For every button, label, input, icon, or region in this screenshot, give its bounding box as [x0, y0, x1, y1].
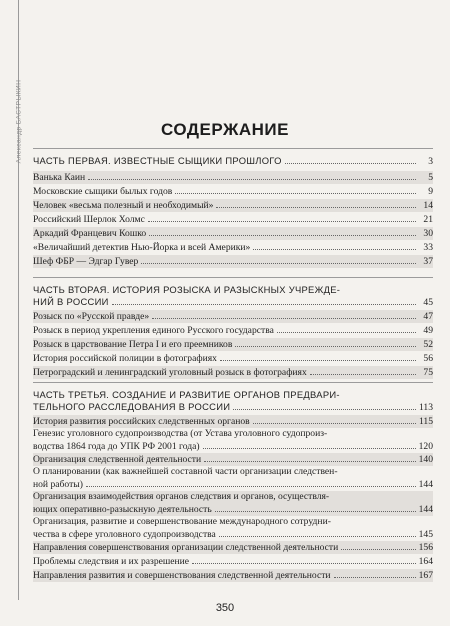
- entry-title: О планировании (как важнейшей составной части организации следствен-: [33, 466, 338, 477]
- dot-leader: [215, 503, 416, 512]
- page-ref: 156: [418, 542, 433, 553]
- entry-title: Человек «весьма полезный и необходимый»: [33, 200, 214, 211]
- entry-title: водства 1864 года до УПК РФ 2001 года): [33, 441, 200, 452]
- page-ref: 164: [418, 556, 433, 567]
- section-divider: [33, 382, 433, 383]
- toc-entry: [33, 555, 433, 568]
- page-ref: 113: [418, 402, 433, 413]
- entry-title: ющих оперативно-разыскную деятельность: [33, 504, 212, 515]
- toc-entry: [33, 227, 433, 240]
- toc-entry: [33, 171, 433, 184]
- entry-title: Направления развития и совершенствования следственной деятельности: [33, 570, 331, 581]
- toc-entry: [33, 213, 433, 226]
- entry-title: Организация, развитие и совершенствование международного сотрудни-: [33, 516, 331, 527]
- dot-leader: [253, 415, 416, 424]
- dot-leader: [152, 310, 416, 319]
- dot-leader: [216, 199, 416, 208]
- toc-entry: [33, 453, 433, 466]
- toc-entry: [33, 366, 433, 379]
- page-ref: 3: [428, 156, 433, 167]
- page-ref: 37: [423, 256, 433, 267]
- entry-title: ЧАСТЬ ТРЕТЬЯ. СОЗДАНИЕ И РАЗВИТИЕ ОРГАНОВ ПРЕДВАРИ-: [33, 389, 340, 400]
- page-ref: 140: [418, 454, 433, 465]
- page-ref: 75: [423, 367, 433, 378]
- toc-entry: [33, 491, 433, 516]
- toc-entry: [33, 569, 433, 582]
- toc-entry: [33, 541, 433, 554]
- page-ref: 49: [423, 325, 433, 336]
- toc-entry: [33, 241, 433, 254]
- entry-title: ЧАСТЬ ВТОРАЯ. ИСТОРИЯ РОЗЫСКА И РАЗЫСКНЫХ УЧРЕЖДЕ-: [33, 284, 341, 295]
- toc-entry: [33, 185, 433, 198]
- toc-entry: [33, 255, 433, 268]
- entry-title: Аркадий Францевич Кошко: [33, 228, 147, 239]
- toc-entry: [33, 352, 433, 365]
- dot-leader: [149, 227, 416, 236]
- page-ref: 144: [418, 479, 433, 490]
- dot-leader: [341, 541, 415, 550]
- dot-leader: [148, 213, 416, 222]
- dot-leader: [141, 255, 416, 264]
- dot-leader: [175, 185, 416, 194]
- dot-leader: [204, 453, 416, 462]
- entry-title: История развития российских следственных органов: [33, 416, 250, 427]
- section-divider: [33, 148, 433, 149]
- part-heading: [33, 389, 433, 414]
- page-ref: 120: [418, 441, 433, 452]
- page-ref: 56: [423, 353, 433, 364]
- dot-leader: [235, 338, 416, 347]
- part-heading: [33, 155, 433, 168]
- toc-entry: [33, 516, 433, 541]
- toc-entry: [33, 324, 433, 337]
- page-ref: 167: [418, 570, 433, 581]
- page-ref: 47: [423, 311, 433, 322]
- page-ref: 33: [423, 242, 433, 253]
- page-ref: 115: [418, 416, 433, 427]
- page-ref: 14: [423, 200, 433, 211]
- entry-title: ЧАСТЬ ПЕРВАЯ. ИЗВЕСТНЫЕ СЫЩИКИ ПРОШЛОГО: [33, 155, 282, 166]
- toc-entry: [33, 415, 433, 428]
- dot-leader: [277, 324, 416, 333]
- page-ref: 45: [423, 297, 433, 308]
- section-divider: [33, 277, 433, 278]
- entry-title: ной работы): [33, 479, 83, 490]
- page-ref: 144: [418, 504, 433, 515]
- page-ref: 52: [423, 339, 433, 350]
- entry-title: НИЙ В РОССИИ: [33, 296, 109, 307]
- entry-title: Розыск в период укрепления единого Русского государства: [33, 325, 274, 336]
- page-number: 350: [215, 602, 235, 614]
- entry-title: Направления совершенствования организации следственной деятельности: [33, 542, 339, 553]
- page-title: СОДЕРЖАНИЕ: [161, 120, 289, 139]
- entry-title: Организация взаимодействия органов следствия и органов, осуществля-: [33, 491, 330, 502]
- dot-leader: [192, 555, 416, 564]
- dot-leader: [220, 352, 416, 361]
- author-name: Александр БАСТРЫКИН: [15, 79, 23, 163]
- entry-title: «Величайший детектив Нью-Йорка и всей Америки»: [33, 242, 251, 253]
- dot-leader: [285, 155, 416, 164]
- toc-entry: [33, 466, 433, 491]
- dot-leader: [203, 440, 416, 449]
- entry-title: Российский Шерлок Холмс: [33, 214, 145, 225]
- entry-title: Розыск по «Русской правде»: [33, 311, 150, 322]
- dot-leader: [219, 528, 416, 537]
- page-ref: 5: [428, 172, 433, 183]
- entry-title: Ванька Каин: [33, 172, 86, 183]
- toc-entry: [33, 310, 433, 323]
- dot-leader: [86, 478, 416, 487]
- dot-leader: [334, 569, 416, 578]
- toc-entry: [33, 199, 433, 212]
- entry-title: Организация следственной деятельности: [33, 454, 202, 465]
- entry-title: ТЕЛЬНОГО РАССЛЕДОВАНИЯ В РОССИИ: [33, 401, 231, 412]
- page-ref: 30: [423, 228, 433, 239]
- page-ref: 9: [428, 186, 433, 197]
- page-ref: 145: [418, 529, 433, 540]
- entry-title: Петроградский и ленинградский уголовный розыск в фотографиях: [33, 367, 307, 378]
- dot-leader: [88, 171, 416, 180]
- entry-title: Проблемы следствия и их разрешение: [33, 556, 190, 567]
- page-ref: 21: [423, 214, 433, 225]
- dot-leader: [310, 366, 416, 375]
- dot-leader: [233, 401, 416, 410]
- entry-title: чества в сфере уголовного судопроизводства: [33, 529, 216, 540]
- entry-title: Московские сыщики былых годов: [33, 186, 173, 197]
- entry-title: Генезис уголовного судопроизводства (от Устава уголовного судопроиз-: [33, 428, 328, 439]
- entry-title: Розыск в царствование Петра I и его преемников: [33, 339, 233, 350]
- toc-entry: [33, 338, 433, 351]
- part-heading: [33, 284, 433, 309]
- dot-leader: [253, 241, 416, 250]
- entry-title: Шеф ФБР — Эдгар Гувер: [33, 256, 139, 267]
- toc-entry: [33, 428, 433, 453]
- entry-title: История российской полиции в фотографиях: [33, 353, 217, 364]
- dot-leader: [112, 296, 416, 305]
